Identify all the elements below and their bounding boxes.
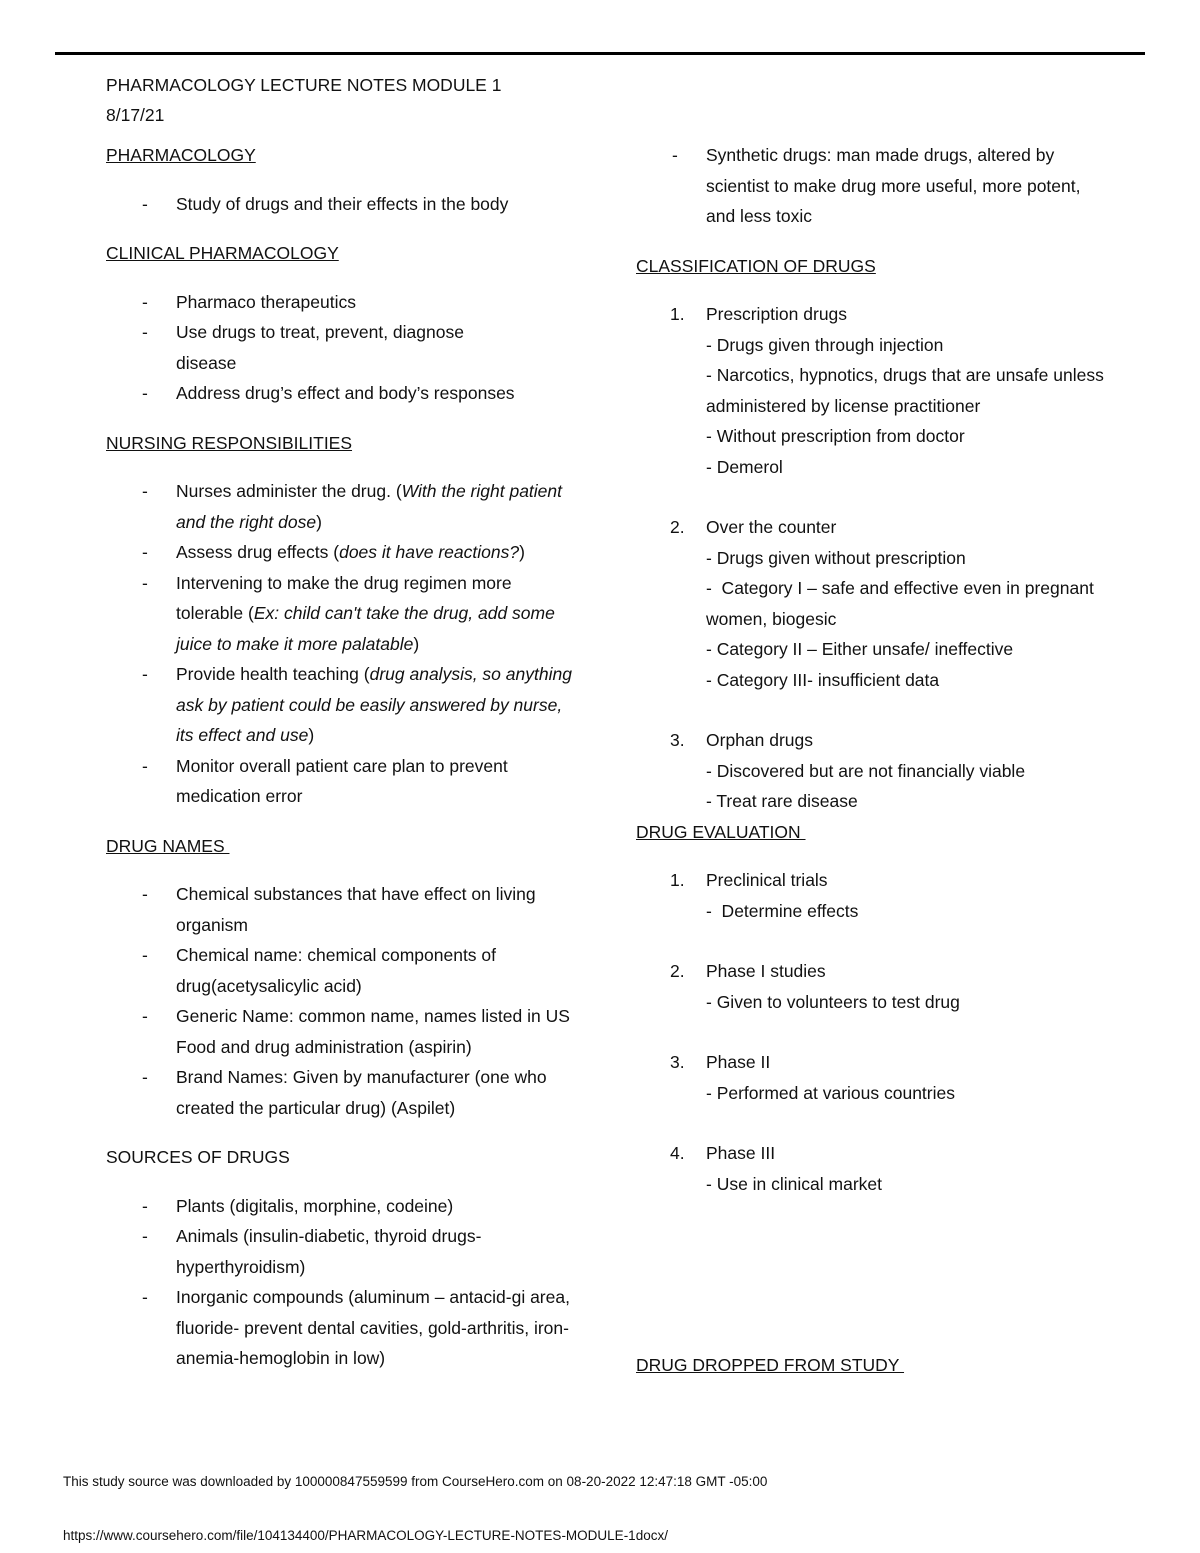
numbered-list <box>636 865 1106 1199</box>
item-number: 2. <box>670 517 685 537</box>
section-drug-evaluation <box>636 817 1106 1200</box>
list-item: - Brand Names: Given by manufacturer (one who created the particular drug) (Aspilet) <box>106 1062 576 1123</box>
section-synthetic-drugs <box>636 140 1106 232</box>
numbered-item <box>636 1138 1106 1199</box>
item-note: Ex: child can't take the drug, add some juice to make it more palatable <box>176 603 555 654</box>
section-pharmacology <box>106 140 576 219</box>
item-label: Preclinical trials <box>706 870 828 890</box>
list-item: - Pharmaco therapeutics <box>106 287 576 318</box>
sub-item: - Determine effects <box>706 900 859 921</box>
numbered-item <box>636 512 1106 695</box>
top-horizontal-rule <box>55 52 1145 55</box>
section-title-drug-dropped: DRUG DROPPED FROM STUDY <box>636 1355 905 1375</box>
sub-item: - Drugs given through injection <box>706 334 944 355</box>
section-nursing-responsibilities <box>106 428 576 812</box>
item-text: Provide health teaching ( <box>176 664 370 684</box>
sub-item: - Category I – safe and effective even in pregnant women, biogesic <box>706 578 1099 629</box>
numbered-item <box>636 865 1106 926</box>
section-title: PHARMACOLOGY <box>106 145 256 165</box>
item-note: does it have reactions? <box>339 542 520 562</box>
document-title: PHARMACOLOGY LECTURE NOTES MODULE 1 <box>106 75 502 95</box>
list-item: - Animals (insulin-diabetic, thyroid drugs-hyperthyroidism) <box>106 1221 576 1282</box>
item-end: ) <box>413 633 420 654</box>
numbered-item <box>636 725 1106 817</box>
item-text: Nurses administer the drug. ( <box>176 481 402 501</box>
source-url-link[interactable]: https://www.coursehero.com/file/104134400/PHARMACOLOGY-LECTURE-NOTES-MODULE-1docx/ <box>63 1528 668 1543</box>
list-item <box>106 568 576 660</box>
list-item: - Synthetic drugs: man made drugs, altered by scientist to make drug more useful, more potent, and less toxic <box>636 140 1106 232</box>
list-item: - Study of drugs and their effects in the body <box>106 189 576 220</box>
item-number: 2. <box>670 961 685 981</box>
section-clinical-pharmacology <box>106 238 576 409</box>
list-item <box>106 751 576 812</box>
item-number: 3. <box>670 730 685 750</box>
bullet-list <box>636 140 1106 232</box>
left-column <box>106 140 576 1393</box>
list-item: - Use drugs to treat, prevent, diagnose disease <box>106 317 576 378</box>
section-title: CLINICAL PHARMACOLOGY <box>106 243 339 263</box>
item-text: Intervening to make the drug regimen more tolerable ( <box>176 572 512 623</box>
item-end: ) <box>519 542 525 562</box>
sub-item: - Given to volunteers to test drug <box>706 991 960 1012</box>
item-label: Phase II <box>706 1052 771 1072</box>
bullet-list <box>106 476 576 812</box>
numbered-item <box>636 299 1109 482</box>
item-end: ) <box>308 725 315 745</box>
list-item: - Chemical name: chemical components of drug(acetysalicylic acid) <box>106 940 576 1001</box>
list-item <box>106 537 576 568</box>
sub-item: - Treat rare disease <box>706 791 858 811</box>
sub-item: - Category II – Either unsafe/ ineffective <box>706 639 1014 659</box>
sub-item: - Category III- insufficient data <box>706 669 940 690</box>
list-item <box>106 659 576 751</box>
bullet-list <box>106 1191 576 1374</box>
right-column <box>636 140 1109 1229</box>
bullet-list <box>106 287 576 409</box>
section-drug-names <box>106 831 576 1124</box>
list-item <box>106 476 576 537</box>
bullet-list <box>106 879 576 1123</box>
item-number: 3. <box>670 1052 685 1072</box>
sub-item: - Performed at various countries <box>706 1082 955 1103</box>
section-title: CLASSIFICATION OF DRUGS <box>636 255 876 276</box>
item-label: Over the counter <box>706 517 837 537</box>
list-item: - Inorganic compounds (aluminum – antacid-gi area, fluoride- prevent dental cavities, gold-arthritis, iron-anemia-hemoglobin in low) <box>106 1282 576 1374</box>
item-note: drug analysis, so anything ask by patient could be easily answered by nurse, its effect and use <box>176 664 572 745</box>
sub-item: - Demerol <box>706 456 783 477</box>
document-header <box>106 70 501 130</box>
document-date: 8/17/21 <box>106 105 165 125</box>
item-label: Orphan drugs <box>706 730 814 750</box>
section-title: NURSING RESPONSIBILITIES <box>106 432 353 453</box>
numbered-list <box>636 299 1109 817</box>
item-number: 4. <box>670 1143 685 1163</box>
item-number: 1. <box>670 870 685 890</box>
section-title: SOURCES OF DRUGS <box>106 1147 290 1167</box>
list-item: - Generic Name: common name, names listed in US Food and drug administration (aspirin) <box>106 1001 576 1062</box>
item-text: Monitor overall patient care plan to prevent medication error <box>176 755 508 806</box>
section-sources-of-drugs <box>106 1142 576 1374</box>
item-label: Phase I studies <box>706 961 826 981</box>
list-item: - Address drug’s effect and body’s responses <box>106 378 576 409</box>
sub-item: - Discovered but are not financially viable <box>706 760 1026 781</box>
item-note: With the right patient and the right dose <box>176 481 563 532</box>
item-label: Prescription drugs <box>706 304 848 324</box>
numbered-item <box>636 956 1106 1017</box>
numbered-item <box>636 1047 1106 1108</box>
sub-item: - Narcotics, hypnotics, drugs that are unsafe unless administered by license practitioner <box>706 365 1109 416</box>
list-item: - Plants (digitalis, morphine, codeine) <box>106 1191 576 1222</box>
sub-item: - Use in clinical market <box>706 1173 883 1194</box>
sub-item: - Drugs given without prescription <box>706 547 966 568</box>
section-title: DRUG EVALUATION <box>636 821 806 842</box>
list-item: - Chemical substances that have effect on living organism <box>106 879 576 940</box>
item-number: 1. <box>670 304 685 324</box>
section-title: DRUG NAMES <box>106 835 230 856</box>
download-source-note: This study source was downloaded by 100000847559599 from CourseHero.com on 08-20-2022 12:47:18 GMT -05:00 <box>63 1474 768 1489</box>
item-text: Assess drug effects ( <box>176 542 340 562</box>
section-classification-of-drugs <box>636 251 1109 817</box>
item-label: Phase III <box>706 1143 776 1163</box>
item-end: ) <box>316 511 322 532</box>
bullet-list <box>106 189 576 220</box>
sub-item: - Without prescription from doctor <box>706 426 965 446</box>
